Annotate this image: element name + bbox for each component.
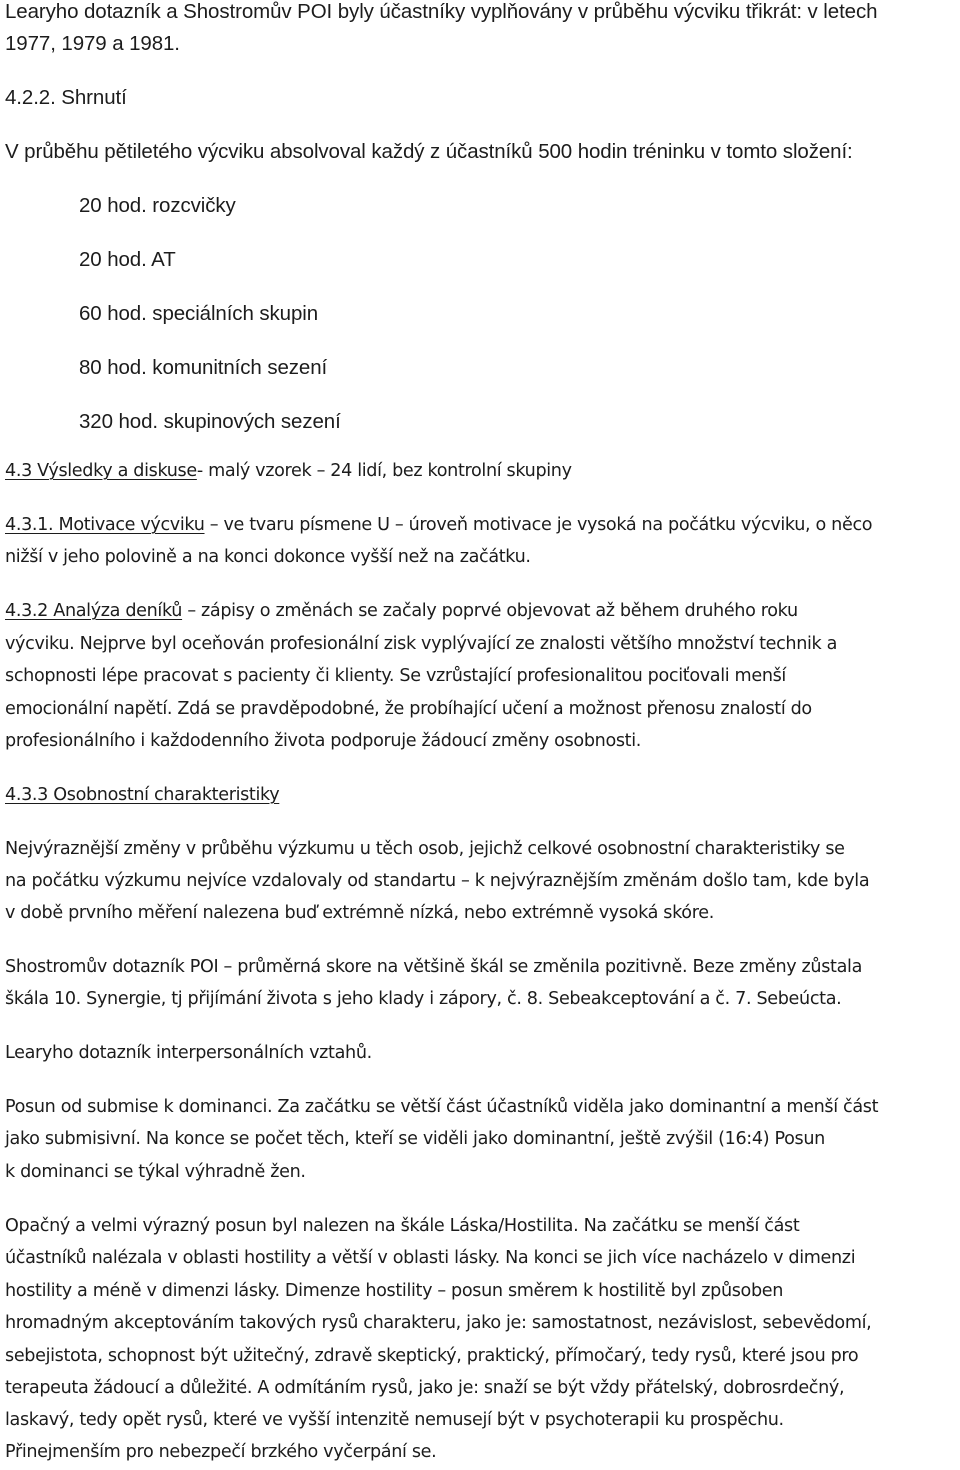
s433-p2-line-2: škála 10. Synergie, tj přijímání života s jeho klady i zápory, č. 8. Sebeakceptování a č. 7. Sebeúcta. <box>5 989 842 1009</box>
s431-title: 4.3.1. Motivace výcviku <box>5 515 205 535</box>
summary-item-3: 60 hod. speciálních skupin <box>79 302 319 325</box>
summary-lead: V průběhu pětiletého výcviku absolvoval každý z účastníků 500 hodin tréninku v tomto složení: <box>5 140 853 163</box>
s433-p1-line-3: v době prvního měření nalezena buď extrémně nízká, nebo extrémně vysoká skóre. <box>5 903 714 923</box>
s433-p5-line-3: hostility a méně v dimenzi lásky. Dimenze hostility – posun směrem k hostilitě byl způsoben <box>5 1281 784 1301</box>
s433-p3: Learyho dotazník interpersonálních vztahů. <box>5 1043 372 1063</box>
results-heading <box>5 461 572 481</box>
s432-line-3: schopnosti lépe pracovat s pacienty či klienty. Se vzrůstající profesionalitou pociťovali menší <box>5 666 786 686</box>
s433-p4-line-1: Posun od submise k dominanci. Za začátku se větší část účastníků viděla jako dominantní a menší část <box>5 1097 879 1117</box>
s432-line-2: výcviku. Nejprve byl oceňován profesionální zisk vyplývající ze znalosti většího množství technik a <box>5 634 838 654</box>
s433-p1-line-2: na počátku výzkumu nejvíce vzdalovaly od standartu – k nejvýraznějším změnám došlo tam, kde byla <box>5 871 870 891</box>
intro-line-2: 1977, 1979 a 1981. <box>5 32 180 55</box>
s433-p4-line-3: k dominanci se týkal výhradně žen. <box>5 1162 306 1182</box>
intro-line-1: Learyho dotazník a Shostromův POI byly účastníky vyplňovány v průběhu výcviku třikrát: v letech <box>5 0 878 23</box>
s433-title-text: 4.3.3 Osobnostní charakteristiky <box>5 785 280 805</box>
s433-title <box>5 785 279 805</box>
summary-heading: 4.2.2. Shrnutí <box>5 86 127 109</box>
results-heading-rest: - malý vzorek – 24 lidí, bez kontrolní skupiny <box>196 461 572 481</box>
s432-line-1 <box>5 601 798 621</box>
s431-line-1 <box>5 515 872 535</box>
s433-p5-line-7: laskavý, tedy opět rysů, které ve vyšší intenzitě nemusejí být v psychoterapii ku prospěchu. <box>5 1410 784 1430</box>
summary-item-2: 20 hod. AT <box>79 248 176 271</box>
s432-line-1-text: – zápisy o změnách se začaly poprvé objevovat až během druhého roku <box>182 601 798 621</box>
results-heading-underlined: 4.3 Výsledky a diskuse <box>5 461 197 481</box>
summary-item-4: 80 hod. komunitních sezení <box>79 356 328 379</box>
s432-line-5: profesionálního i každodenního života podporuje žádoucí změny osobnosti. <box>5 731 642 751</box>
s431-line-2: nižší v jeho polovině a na konci dokonce vyšší než na začátku. <box>5 547 531 567</box>
s433-p5-line-6: terapeuta žádoucí a důležité. A odmítáním rysů, jako je: snaží se být vždy přátelský, dobrosrdečný, <box>5 1378 845 1398</box>
s433-p5-line-2: účastníků nalézala v oblasti hostility a větší v oblasti lásky. Na konci se jich více nacházelo v dimenzi <box>5 1248 856 1268</box>
s433-p5-line-4: hromadným akceptováním takových rysů charakteru, jako je: samostatnost, nezávislost, sebevědomí, <box>5 1313 872 1333</box>
s433-p5-line-8: Přinejmenším pro nebezpečí brzkého vyčerpání se. <box>5 1442 437 1462</box>
s433-p5-line-1: Opačný a velmi výrazný posun byl nalezen na škále Láska/Hostilita. Na začátku se menší část <box>5 1216 800 1236</box>
s432-title: 4.3.2 Analýza deníků <box>5 601 183 621</box>
s432-line-4: emocionální napětí. Zdá se pravděpodobné, že probíhající učení a možnost přenosu znalostí do <box>5 699 812 719</box>
s433-p5-line-5: sebejistota, schopnost být užitečný, zdravě skeptický, praktický, přímočarý, tedy rysů, které jsou pro <box>5 1346 859 1366</box>
s433-p4-line-2: jako submisivní. Na konce se počet těch, kteří se viděli jako dominantní, ještě zvýšil (16:4) Posun <box>5 1129 825 1149</box>
summary-item-1: 20 hod. rozcvičky <box>79 194 236 217</box>
s431-line-1-text: – ve tvaru písmene U – úroveň motivace je vysoká na počátku výcviku, o něco <box>204 515 873 535</box>
s433-p1-line-1: Nejvýraznější změny v průběhu výzkumu u těch osob, jejichž celkové osobnostní charakteristiky se <box>5 839 845 859</box>
s433-p2-line-1: Shostromův dotazník POI – průměrná skore na většině škál se změnila pozitivně. Beze změny zůstala <box>5 957 863 977</box>
summary-item-5: 320 hod. skupinových sezení <box>79 410 341 433</box>
